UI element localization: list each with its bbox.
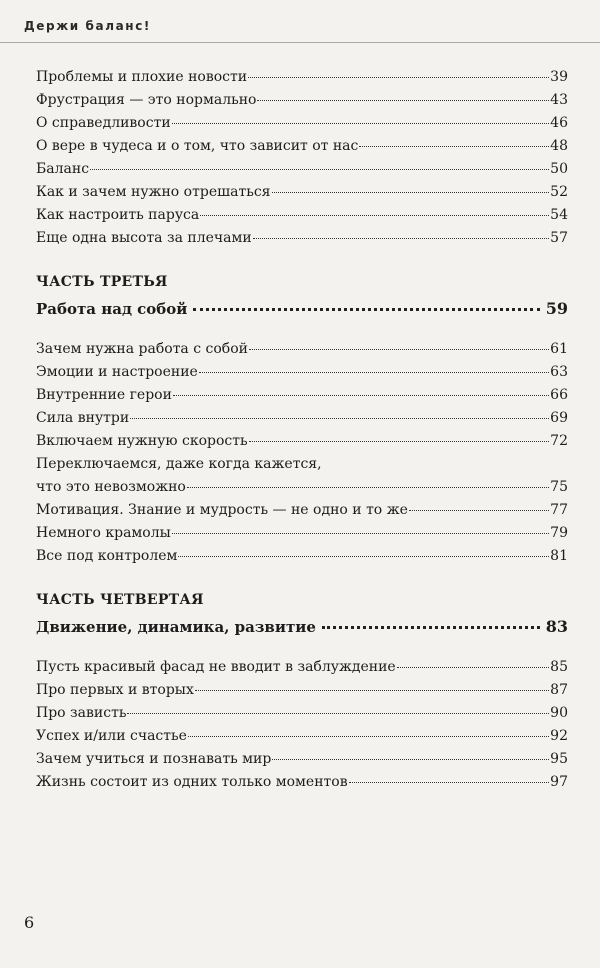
toc-entry-title: Пусть красивый фасад не вводит в заблуждение — [36, 659, 396, 675]
toc-entry-title: Эмоции и настроение — [36, 364, 198, 380]
dot-leader — [253, 238, 549, 239]
toc-entry-page: 39 — [550, 69, 568, 85]
toc-entry-title: Проблемы и плохие новости — [36, 69, 248, 85]
dot-leader — [195, 690, 549, 691]
toc-entry-title: Включаем нужную скорость — [36, 433, 248, 449]
toc-entry[interactable] — [36, 227, 568, 250]
toc-entry-title: Все под контролем — [36, 548, 178, 564]
dot-leader — [188, 736, 549, 737]
toc-entry-title: Жизнь состоит из одних только моментов — [36, 774, 348, 790]
toc-entry-page: 97 — [550, 774, 568, 790]
toc-entry-title: Немного крамолы — [36, 525, 171, 541]
toc-entry-title: Еще одна высота за плечами — [36, 230, 252, 246]
dot-leader — [409, 510, 549, 511]
dot-leader — [322, 626, 540, 629]
toc-part-4 — [36, 588, 568, 794]
toc-entry[interactable] — [36, 135, 568, 158]
toc-group-1 — [36, 66, 568, 250]
toc-entry-title: О вере в чудеса и о том, что зависит от нас — [36, 138, 359, 154]
toc-entry-page: 43 — [550, 92, 568, 108]
toc-entry[interactable] — [36, 771, 568, 794]
section-page: 59 — [545, 299, 568, 318]
dot-leader — [199, 372, 549, 373]
toc-entry-page: 75 — [550, 479, 568, 495]
toc-entry-title: Зачем учиться и познавать мир — [36, 751, 272, 767]
toc-entry-page: 81 — [550, 548, 568, 564]
dot-leader — [272, 759, 549, 760]
toc-entry-page: 66 — [550, 387, 568, 403]
toc-entry[interactable] — [36, 656, 568, 679]
toc-entry[interactable] — [36, 361, 568, 384]
toc-entry-page: 52 — [550, 184, 568, 200]
toc-entry-page: 72 — [550, 433, 568, 449]
dot-leader — [397, 667, 549, 668]
table-of-contents — [36, 66, 568, 794]
toc-entry-page: 46 — [550, 115, 568, 131]
toc-entry-page: 48 — [550, 138, 568, 154]
toc-entry[interactable] — [36, 89, 568, 112]
toc-entry[interactable] — [36, 430, 568, 453]
toc-entry[interactable] — [36, 384, 568, 407]
toc-entry[interactable] — [36, 702, 568, 725]
running-head: Держи баланс! — [24, 19, 151, 33]
toc-entry-page: 92 — [550, 728, 568, 744]
toc-entry-title: О справедливости — [36, 115, 171, 131]
dot-leader — [349, 782, 550, 783]
toc-entry-page: 77 — [550, 502, 568, 518]
part-label: ЧАСТЬ ТРЕТЬЯ — [36, 274, 168, 290]
toc-entry-page: 63 — [550, 364, 568, 380]
toc-entry-title: Мотивация. Знание и мудрость — не одно и то же — [36, 502, 408, 518]
toc-entry-title: что это невозможно — [36, 479, 186, 495]
toc-entry-title: Фрустрация — это нормально — [36, 92, 257, 108]
toc-entry-page: 87 — [550, 682, 568, 698]
dot-leader — [178, 556, 549, 557]
toc-entry-wrapped[interactable] — [36, 453, 568, 499]
toc-entry-page: 90 — [550, 705, 568, 721]
dot-leader — [248, 77, 549, 78]
dot-leader — [172, 123, 550, 124]
toc-entry-title-line — [36, 453, 568, 476]
toc-entry-page: 85 — [550, 659, 568, 675]
toc-entry-title: Про первых и вторых — [36, 682, 194, 698]
toc-entry-page: 79 — [550, 525, 568, 541]
toc-entry-page: 61 — [550, 341, 568, 357]
dot-leader — [173, 395, 549, 396]
section-title: Движение, динамика, развитие — [36, 618, 316, 636]
toc-entry-title: Как настроить паруса — [36, 207, 200, 223]
dot-leader — [90, 169, 549, 170]
toc-entry[interactable] — [36, 112, 568, 135]
toc-entry-title: Про зависть — [36, 705, 127, 721]
dot-leader — [187, 487, 549, 488]
toc-entry[interactable] — [36, 407, 568, 430]
dot-leader — [249, 349, 549, 350]
toc-entry-title: Как и зачем нужно отрешаться — [36, 184, 271, 200]
toc-entry[interactable] — [36, 66, 568, 89]
dot-leader — [359, 146, 549, 147]
dot-leader — [172, 533, 549, 534]
toc-part-3 — [36, 270, 568, 568]
dot-leader — [193, 308, 539, 311]
toc-entry[interactable] — [36, 725, 568, 748]
toc-entry[interactable] — [36, 748, 568, 771]
dot-leader — [272, 192, 550, 193]
toc-entry[interactable] — [36, 181, 568, 204]
dot-leader — [130, 418, 549, 419]
toc-section-heading[interactable] — [36, 294, 568, 324]
toc-entry[interactable] — [36, 679, 568, 702]
toc-entry-title-line — [36, 476, 568, 499]
toc-entry[interactable] — [36, 158, 568, 181]
dot-leader — [249, 441, 550, 442]
toc-entry[interactable] — [36, 338, 568, 361]
toc-entry-title: Внутренние герои — [36, 387, 172, 403]
section-page: 83 — [545, 617, 568, 636]
dot-leader — [257, 100, 549, 101]
section-title: Работа над собой — [36, 300, 188, 318]
toc-entry[interactable] — [36, 522, 568, 545]
toc-entry[interactable] — [36, 545, 568, 568]
toc-entry-page: 54 — [550, 207, 568, 223]
page-number: 6 — [24, 913, 35, 932]
toc-entry-page: 69 — [550, 410, 568, 426]
toc-entry-title: Сила внутри — [36, 410, 130, 426]
dot-leader — [200, 215, 549, 216]
toc-entry-page: 50 — [550, 161, 568, 177]
dot-leader — [127, 713, 549, 714]
toc-entry-title: Успех и/или счастье — [36, 728, 187, 744]
toc-entry[interactable] — [36, 499, 568, 522]
toc-entry-title: Зачем нужна работа с собой — [36, 341, 248, 357]
toc-entry-page: 95 — [550, 751, 568, 767]
toc-entry-page: 57 — [550, 230, 568, 246]
part-label: ЧАСТЬ ЧЕТВЕРТАЯ — [36, 592, 204, 608]
toc-entry-title: Переключаемся, даже когда кажется, — [36, 456, 322, 472]
toc-section-heading[interactable] — [36, 612, 568, 642]
toc-entry-title: Баланс — [36, 161, 90, 177]
header-rule — [0, 42, 600, 43]
toc-entry[interactable] — [36, 204, 568, 227]
